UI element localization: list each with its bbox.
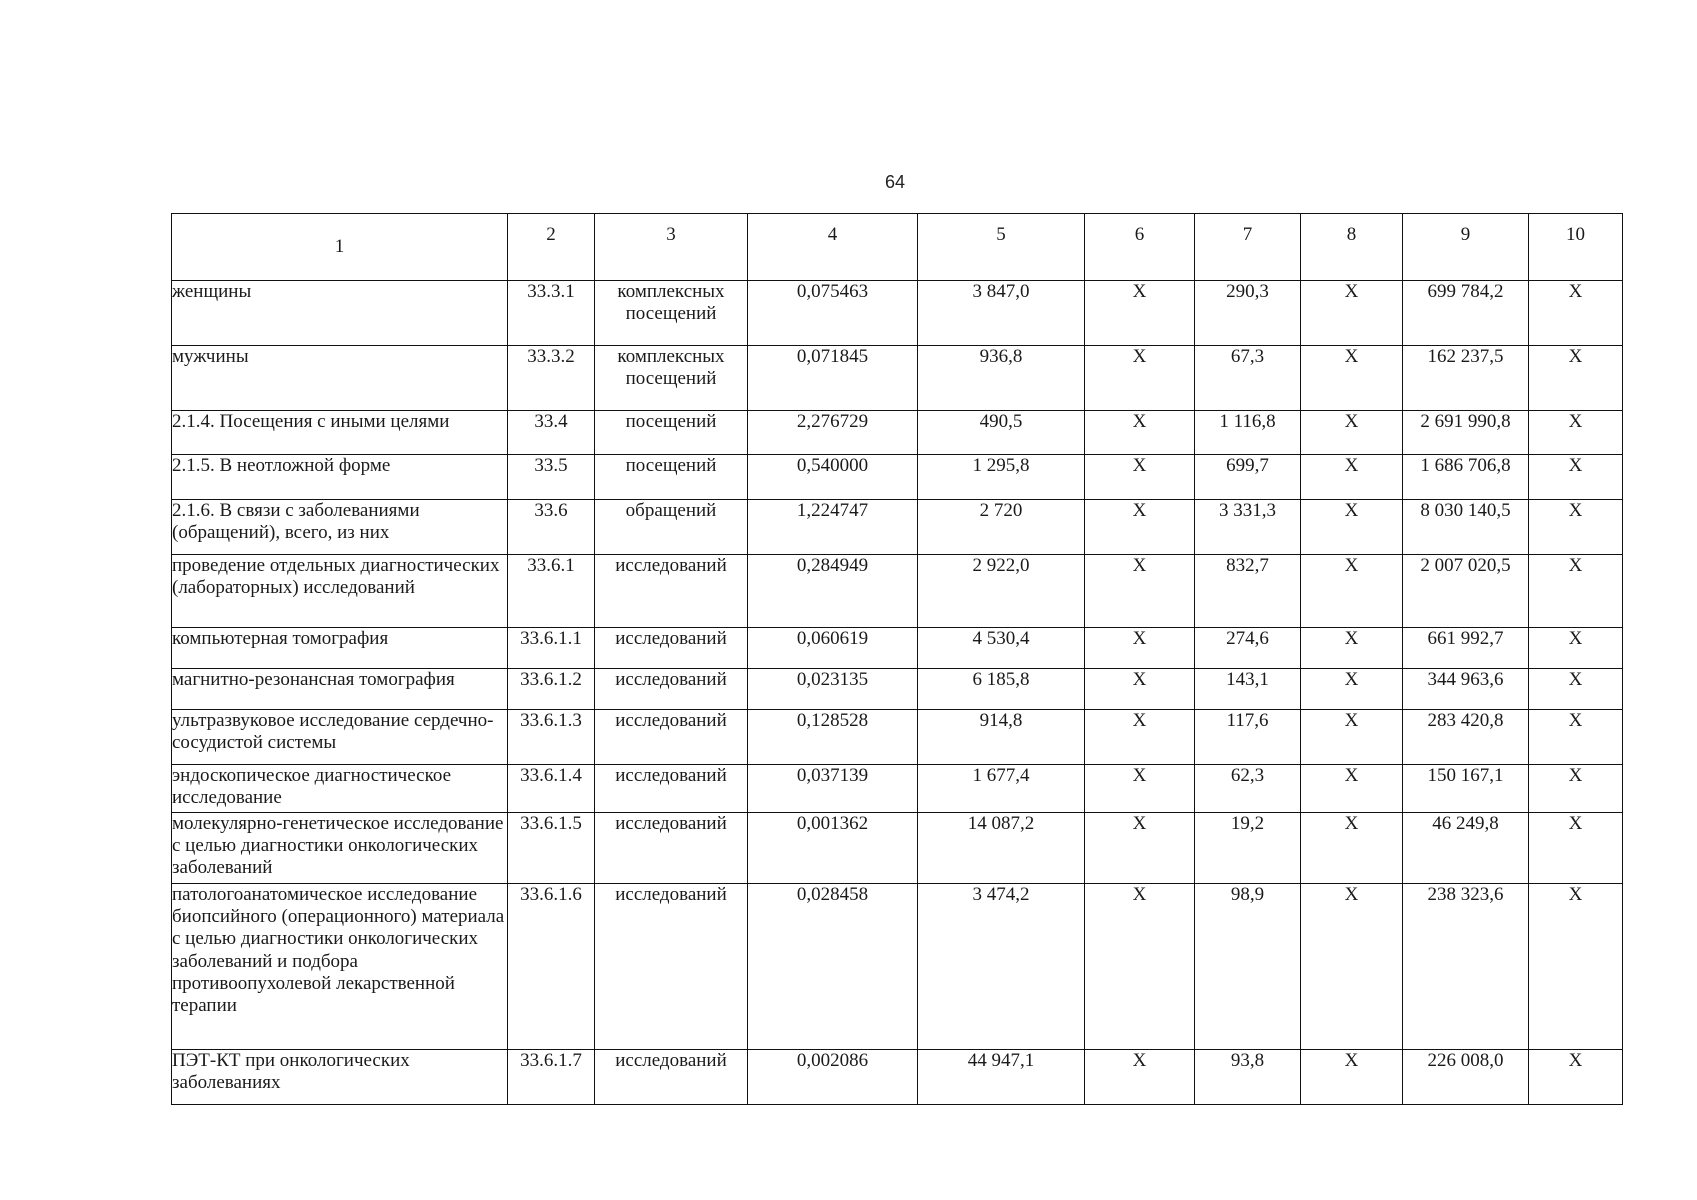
table-row bbox=[172, 500, 1623, 555]
row-value-cell: 914,8 bbox=[918, 710, 1085, 765]
row-x-mark-cell: X bbox=[1085, 884, 1195, 1050]
row-unit-cell: исследований bbox=[595, 813, 748, 884]
row-x-mark-cell: X bbox=[1529, 710, 1623, 765]
row-unit-cell: обращений bbox=[595, 500, 748, 555]
row-value-cell: 0,075463 bbox=[748, 281, 918, 346]
row-unit-cell: комплексных посещений bbox=[595, 281, 748, 346]
row-name-cell: компьютерная томография bbox=[172, 628, 508, 669]
table-row bbox=[172, 346, 1623, 411]
table-row bbox=[172, 628, 1623, 669]
table-row bbox=[172, 669, 1623, 710]
row-value-cell: 1 677,4 bbox=[918, 765, 1085, 813]
row-value-cell: 0,128528 bbox=[748, 710, 918, 765]
row-value-cell: 2 007 020,5 bbox=[1403, 555, 1529, 628]
header-cell: 3 bbox=[595, 214, 748, 281]
row-value-cell: 3 474,2 bbox=[918, 884, 1085, 1050]
table-row bbox=[172, 884, 1623, 1050]
row-code-cell: 33.6.1.4 bbox=[508, 765, 595, 813]
row-x-mark-cell: X bbox=[1085, 669, 1195, 710]
row-name-cell: мужчины bbox=[172, 346, 508, 411]
row-value-cell: 62,3 bbox=[1195, 765, 1301, 813]
row-x-mark-cell: X bbox=[1085, 555, 1195, 628]
row-x-mark-cell: X bbox=[1301, 1050, 1403, 1105]
row-value-cell: 150 167,1 bbox=[1403, 765, 1529, 813]
header-cell: 10 bbox=[1529, 214, 1623, 281]
row-unit-cell: исследований bbox=[595, 710, 748, 765]
row-unit-cell: посещений bbox=[595, 411, 748, 455]
header-cell: 2 bbox=[508, 214, 595, 281]
row-value-cell: 2 922,0 bbox=[918, 555, 1085, 628]
row-value-cell: 936,8 bbox=[918, 346, 1085, 411]
row-value-cell: 490,5 bbox=[918, 411, 1085, 455]
row-value-cell: 2,276729 bbox=[748, 411, 918, 455]
row-value-cell: 0,002086 bbox=[748, 1050, 918, 1105]
row-code-cell: 33.6.1.5 bbox=[508, 813, 595, 884]
row-value-cell: 226 008,0 bbox=[1403, 1050, 1529, 1105]
row-x-mark-cell: X bbox=[1529, 1050, 1623, 1105]
row-x-mark-cell: X bbox=[1085, 1050, 1195, 1105]
row-x-mark-cell: X bbox=[1529, 555, 1623, 628]
row-value-cell: 117,6 bbox=[1195, 710, 1301, 765]
row-value-cell: 8 030 140,5 bbox=[1403, 500, 1529, 555]
row-value-cell: 344 963,6 bbox=[1403, 669, 1529, 710]
row-name-cell: 2.1.6. В связи с заболеваниями (обращений), всего, из них bbox=[172, 500, 508, 555]
row-value-cell: 3 331,3 bbox=[1195, 500, 1301, 555]
row-x-mark-cell: X bbox=[1529, 281, 1623, 346]
row-value-cell: 19,2 bbox=[1195, 813, 1301, 884]
row-value-cell: 0,037139 bbox=[748, 765, 918, 813]
data-table bbox=[171, 213, 1623, 1105]
header-cell: 8 bbox=[1301, 214, 1403, 281]
row-x-mark-cell: X bbox=[1085, 765, 1195, 813]
row-code-cell: 33.6.1 bbox=[508, 555, 595, 628]
row-value-cell: 283 420,8 bbox=[1403, 710, 1529, 765]
row-value-cell: 0,071845 bbox=[748, 346, 918, 411]
row-x-mark-cell: X bbox=[1529, 884, 1623, 1050]
row-x-mark-cell: X bbox=[1301, 765, 1403, 813]
row-value-cell: 0,284949 bbox=[748, 555, 918, 628]
row-value-cell: 699,7 bbox=[1195, 455, 1301, 500]
row-unit-cell: исследований bbox=[595, 628, 748, 669]
row-name-cell: молекулярно-генетическое исследование с целью диагностики онкологических заболеваний bbox=[172, 813, 508, 884]
row-x-mark-cell: X bbox=[1529, 813, 1623, 884]
row-x-mark-cell: X bbox=[1085, 411, 1195, 455]
row-value-cell: 162 237,5 bbox=[1403, 346, 1529, 411]
table-row bbox=[172, 411, 1623, 455]
row-name-cell: эндоскопическое диагностическое исследование bbox=[172, 765, 508, 813]
table-row bbox=[172, 555, 1623, 628]
row-x-mark-cell: X bbox=[1085, 500, 1195, 555]
row-value-cell: 1 116,8 bbox=[1195, 411, 1301, 455]
header-cell: 5 bbox=[918, 214, 1085, 281]
row-value-cell: 3 847,0 bbox=[918, 281, 1085, 346]
row-name-cell: проведение отдельных диагностических (лабораторных) исследований bbox=[172, 555, 508, 628]
row-x-mark-cell: X bbox=[1301, 813, 1403, 884]
row-unit-cell: исследований bbox=[595, 669, 748, 710]
row-value-cell: 2 691 990,8 bbox=[1403, 411, 1529, 455]
row-code-cell: 33.3.1 bbox=[508, 281, 595, 346]
table-row bbox=[172, 765, 1623, 813]
row-value-cell: 6 185,8 bbox=[918, 669, 1085, 710]
row-value-cell: 2 720 bbox=[918, 500, 1085, 555]
row-value-cell: 832,7 bbox=[1195, 555, 1301, 628]
row-value-cell: 1,224747 bbox=[748, 500, 918, 555]
header-cell: 4 bbox=[748, 214, 918, 281]
table-row bbox=[172, 281, 1623, 346]
row-x-mark-cell: X bbox=[1301, 455, 1403, 500]
row-unit-cell: комплексных посещений bbox=[595, 346, 748, 411]
row-x-mark-cell: X bbox=[1529, 455, 1623, 500]
row-value-cell: 67,3 bbox=[1195, 346, 1301, 411]
table-row bbox=[172, 710, 1623, 765]
row-value-cell: 14 087,2 bbox=[918, 813, 1085, 884]
row-unit-cell: исследований bbox=[595, 1050, 748, 1105]
row-x-mark-cell: X bbox=[1085, 455, 1195, 500]
row-x-mark-cell: X bbox=[1085, 628, 1195, 669]
row-x-mark-cell: X bbox=[1085, 710, 1195, 765]
row-code-cell: 33.6 bbox=[508, 500, 595, 555]
row-code-cell: 33.6.1.2 bbox=[508, 669, 595, 710]
row-value-cell: 699 784,2 bbox=[1403, 281, 1529, 346]
row-value-cell: 290,3 bbox=[1195, 281, 1301, 346]
row-x-mark-cell: X bbox=[1301, 884, 1403, 1050]
row-code-cell: 33.6.1.1 bbox=[508, 628, 595, 669]
row-x-mark-cell: X bbox=[1301, 500, 1403, 555]
row-code-cell: 33.6.1.3 bbox=[508, 710, 595, 765]
row-x-mark-cell: X bbox=[1529, 411, 1623, 455]
row-value-cell: 274,6 bbox=[1195, 628, 1301, 669]
row-name-cell: ультразвуковое исследование сердечно-сосудистой системы bbox=[172, 710, 508, 765]
row-x-mark-cell: X bbox=[1301, 281, 1403, 346]
table-header-row bbox=[172, 214, 1623, 281]
row-unit-cell: посещений bbox=[595, 455, 748, 500]
row-value-cell: 1 295,8 bbox=[918, 455, 1085, 500]
row-name-cell: 2.1.5. В неотложной форме bbox=[172, 455, 508, 500]
table-row bbox=[172, 1050, 1623, 1105]
row-value-cell: 46 249,8 bbox=[1403, 813, 1529, 884]
row-x-mark-cell: X bbox=[1529, 500, 1623, 555]
row-name-cell: ПЭТ-КТ при онкологических заболеваниях bbox=[172, 1050, 508, 1105]
row-value-cell: 238 323,6 bbox=[1403, 884, 1529, 1050]
row-x-mark-cell: X bbox=[1301, 669, 1403, 710]
row-code-cell: 33.5 bbox=[508, 455, 595, 500]
row-x-mark-cell: X bbox=[1529, 346, 1623, 411]
row-x-mark-cell: X bbox=[1301, 411, 1403, 455]
row-unit-cell: исследований bbox=[595, 884, 748, 1050]
row-unit-cell: исследований bbox=[595, 555, 748, 628]
row-code-cell: 33.3.2 bbox=[508, 346, 595, 411]
row-x-mark-cell: X bbox=[1529, 669, 1623, 710]
row-value-cell: 0,001362 bbox=[748, 813, 918, 884]
row-x-mark-cell: X bbox=[1301, 555, 1403, 628]
page-number: 64 bbox=[884, 172, 906, 192]
row-value-cell: 0,540000 bbox=[748, 455, 918, 500]
row-x-mark-cell: X bbox=[1529, 765, 1623, 813]
row-x-mark-cell: X bbox=[1301, 346, 1403, 411]
header-cell: 1 bbox=[172, 214, 508, 281]
row-x-mark-cell: X bbox=[1301, 710, 1403, 765]
row-x-mark-cell: X bbox=[1301, 628, 1403, 669]
row-x-mark-cell: X bbox=[1085, 813, 1195, 884]
row-name-cell: 2.1.4. Посещения с иными целями bbox=[172, 411, 508, 455]
row-x-mark-cell: X bbox=[1529, 628, 1623, 669]
row-value-cell: 44 947,1 bbox=[918, 1050, 1085, 1105]
row-x-mark-cell: X bbox=[1085, 346, 1195, 411]
row-code-cell: 33.6.1.7 bbox=[508, 1050, 595, 1105]
row-name-cell: патологоанатомическое исследование биопсийного (операционного) материала с целью диагностики онкологических заболеваний и подбора противоопухолевой лекарственной терапии bbox=[172, 884, 508, 1050]
row-name-cell: женщины bbox=[172, 281, 508, 346]
header-cell: 6 bbox=[1085, 214, 1195, 281]
row-value-cell: 1 686 706,8 bbox=[1403, 455, 1529, 500]
row-value-cell: 0,060619 bbox=[748, 628, 918, 669]
table-row bbox=[172, 455, 1623, 500]
row-value-cell: 93,8 bbox=[1195, 1050, 1301, 1105]
header-cell: 7 bbox=[1195, 214, 1301, 281]
row-x-mark-cell: X bbox=[1085, 281, 1195, 346]
table-row bbox=[172, 813, 1623, 884]
row-code-cell: 33.6.1.6 bbox=[508, 884, 595, 1050]
row-unit-cell: исследований bbox=[595, 765, 748, 813]
row-name-cell: магнитно-резонансная томография bbox=[172, 669, 508, 710]
row-value-cell: 4 530,4 bbox=[918, 628, 1085, 669]
row-value-cell: 0,028458 bbox=[748, 884, 918, 1050]
row-value-cell: 98,9 bbox=[1195, 884, 1301, 1050]
header-cell: 9 bbox=[1403, 214, 1529, 281]
row-value-cell: 143,1 bbox=[1195, 669, 1301, 710]
row-value-cell: 0,023135 bbox=[748, 669, 918, 710]
row-code-cell: 33.4 bbox=[508, 411, 595, 455]
row-value-cell: 661 992,7 bbox=[1403, 628, 1529, 669]
